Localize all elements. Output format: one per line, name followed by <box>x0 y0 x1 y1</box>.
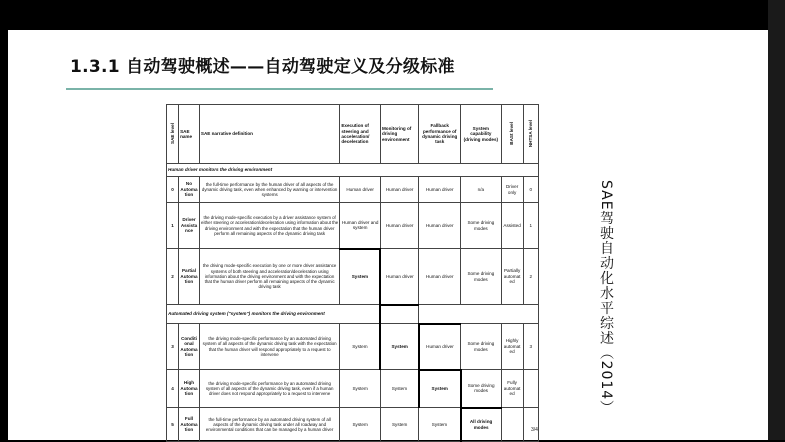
table-row <box>167 249 539 305</box>
cell-capability: n/a <box>461 177 502 203</box>
header-nhtsa: NHTSA level <box>523 105 538 164</box>
cell-empty <box>380 305 418 324</box>
cell-name: High Automation <box>179 370 200 408</box>
cell-fallback: System <box>419 370 461 408</box>
cell-name: Partial Automation <box>179 249 200 305</box>
table-row <box>167 203 539 249</box>
cell-monitoring: System <box>380 324 418 370</box>
cell-name: Driver Assistance <box>179 203 200 249</box>
cell-empty <box>419 305 539 324</box>
header-row <box>167 105 539 164</box>
cell-nhtsa: 0 <box>523 177 538 203</box>
cell-monitoring: Human driver <box>380 177 418 203</box>
cell-level: 3 <box>167 324 179 370</box>
cell-capability: Some driving modes <box>461 249 502 305</box>
cell-level: 5 <box>167 408 179 442</box>
title-underline <box>66 88 493 90</box>
cell-execution: System <box>340 370 381 408</box>
header-bast: BASt level <box>501 105 523 164</box>
cell-execution: Human driver and system <box>340 203 381 249</box>
header-sae-level: SAE level <box>167 105 179 164</box>
sae-levels-table-wrap <box>166 104 539 442</box>
cell-execution: System <box>340 324 381 370</box>
cell-nhtsa: 3 <box>523 324 538 370</box>
cell-capability: Some driving modes <box>461 370 502 408</box>
slide <box>8 30 768 440</box>
cell-monitoring: System <box>380 370 418 408</box>
table-row <box>167 408 539 442</box>
cell-level: 0 <box>167 177 179 203</box>
table-row <box>167 370 539 408</box>
cell-bast: Driver only <box>501 177 523 203</box>
cell-level: 1 <box>167 203 179 249</box>
cell-narrative: the full-time performance by the human driver of all aspects of the dynamic driving task, even when enhanced by warning or intervention systems <box>199 177 339 203</box>
cell-capability: All driving modes <box>461 408 502 442</box>
cell-fallback: Human driver <box>419 177 461 203</box>
cell-execution: System <box>340 249 381 305</box>
cell-narrative: the driving mode-specific performance by an automated driving system of all aspects of the dynamic driving task with the expectation that the human driver will respond appropriately to a request to intervene <box>199 324 339 370</box>
right-edge-bar <box>768 0 785 440</box>
cell-bast: Assisted <box>501 203 523 249</box>
cell-execution: Human driver <box>340 177 381 203</box>
cell-monitoring: Human driver <box>380 203 418 249</box>
cell-bast: Fully automated <box>501 370 523 408</box>
cell-narrative: the driving mode-specific execution by a driver assistance system of either steering or acceleration/deceleration using information about the driving environment and with the expectation that the human driver perform all remaining aspects of the dynamic driving task <box>199 203 339 249</box>
cell-narrative: the driving mode-specific performance by an automated driving system of all aspects of the dynamic driving task, even if a human driver does not respond appropriately to a request to intervene <box>199 370 339 408</box>
cell-name: No Automation <box>179 177 200 203</box>
header-narrative: SAE narrative definition <box>199 105 339 164</box>
cell-capability: Some driving modes <box>461 203 502 249</box>
header-sae-name: SAE name <box>179 105 200 164</box>
cell-bast: Partially automated <box>501 249 523 305</box>
side-caption: SAE驾驶自动化水平综述（2014） <box>598 180 614 416</box>
cell-fallback: System <box>419 408 461 442</box>
cell-nhtsa: 2 <box>523 249 538 305</box>
cell-level: 2 <box>167 249 179 305</box>
slide-title: 1.3.1 自动驾驶概述——自动驾驶定义及分级标准 <box>70 57 455 77</box>
cell-bast: Highly automated <box>501 324 523 370</box>
header-execution: Execution of steering and acceleration/ deceleration <box>340 105 381 164</box>
cell-nhtsa <box>523 370 538 408</box>
sae-levels-table <box>166 104 539 442</box>
header-monitoring: Monitoring of driving environment <box>380 105 418 164</box>
section-row <box>167 305 539 324</box>
cell-fallback: Human driver <box>419 324 461 370</box>
cell-execution: System <box>340 408 381 442</box>
cell-monitoring: System <box>380 408 418 442</box>
header-capability: System capability (driving modes) <box>461 105 502 164</box>
cell-fallback: Human driver <box>419 203 461 249</box>
page-number: 3/4 <box>531 427 538 433</box>
table-row <box>167 324 539 370</box>
cell-nhtsa: 1 <box>523 203 538 249</box>
section-row <box>167 164 539 177</box>
cell-nhtsa <box>523 408 538 442</box>
cell-level: 4 <box>167 370 179 408</box>
cell-name: Conditional Automation <box>179 324 200 370</box>
cell-monitoring: Human driver <box>380 249 418 305</box>
cell-fallback: Human driver <box>419 249 461 305</box>
table-row <box>167 177 539 203</box>
cell-narrative: the full-time performance by an automated driving system of all aspects of the dynamic driving task under all roadway and environmental conditions that can be managed by a human driver <box>199 408 339 442</box>
section-system-monitors: Automated driving system ("system") monitors the driving environment <box>167 305 381 324</box>
header-fallback: Fallback performance of dynamic driving task <box>419 105 461 164</box>
section-human-monitors: Human driver monitors the driving environment <box>167 164 539 177</box>
cell-narrative: the driving mode-specific execution by one or more driver assistance systems of both steering and acceleration/deceleration using information about the driving environment and with the expectation that the human driver perform all remaining aspects of the dynamic driving task <box>199 249 339 305</box>
cell-name: Full Automation <box>179 408 200 442</box>
cell-bast <box>501 408 523 442</box>
cell-capability: Some driving modes <box>461 324 502 370</box>
